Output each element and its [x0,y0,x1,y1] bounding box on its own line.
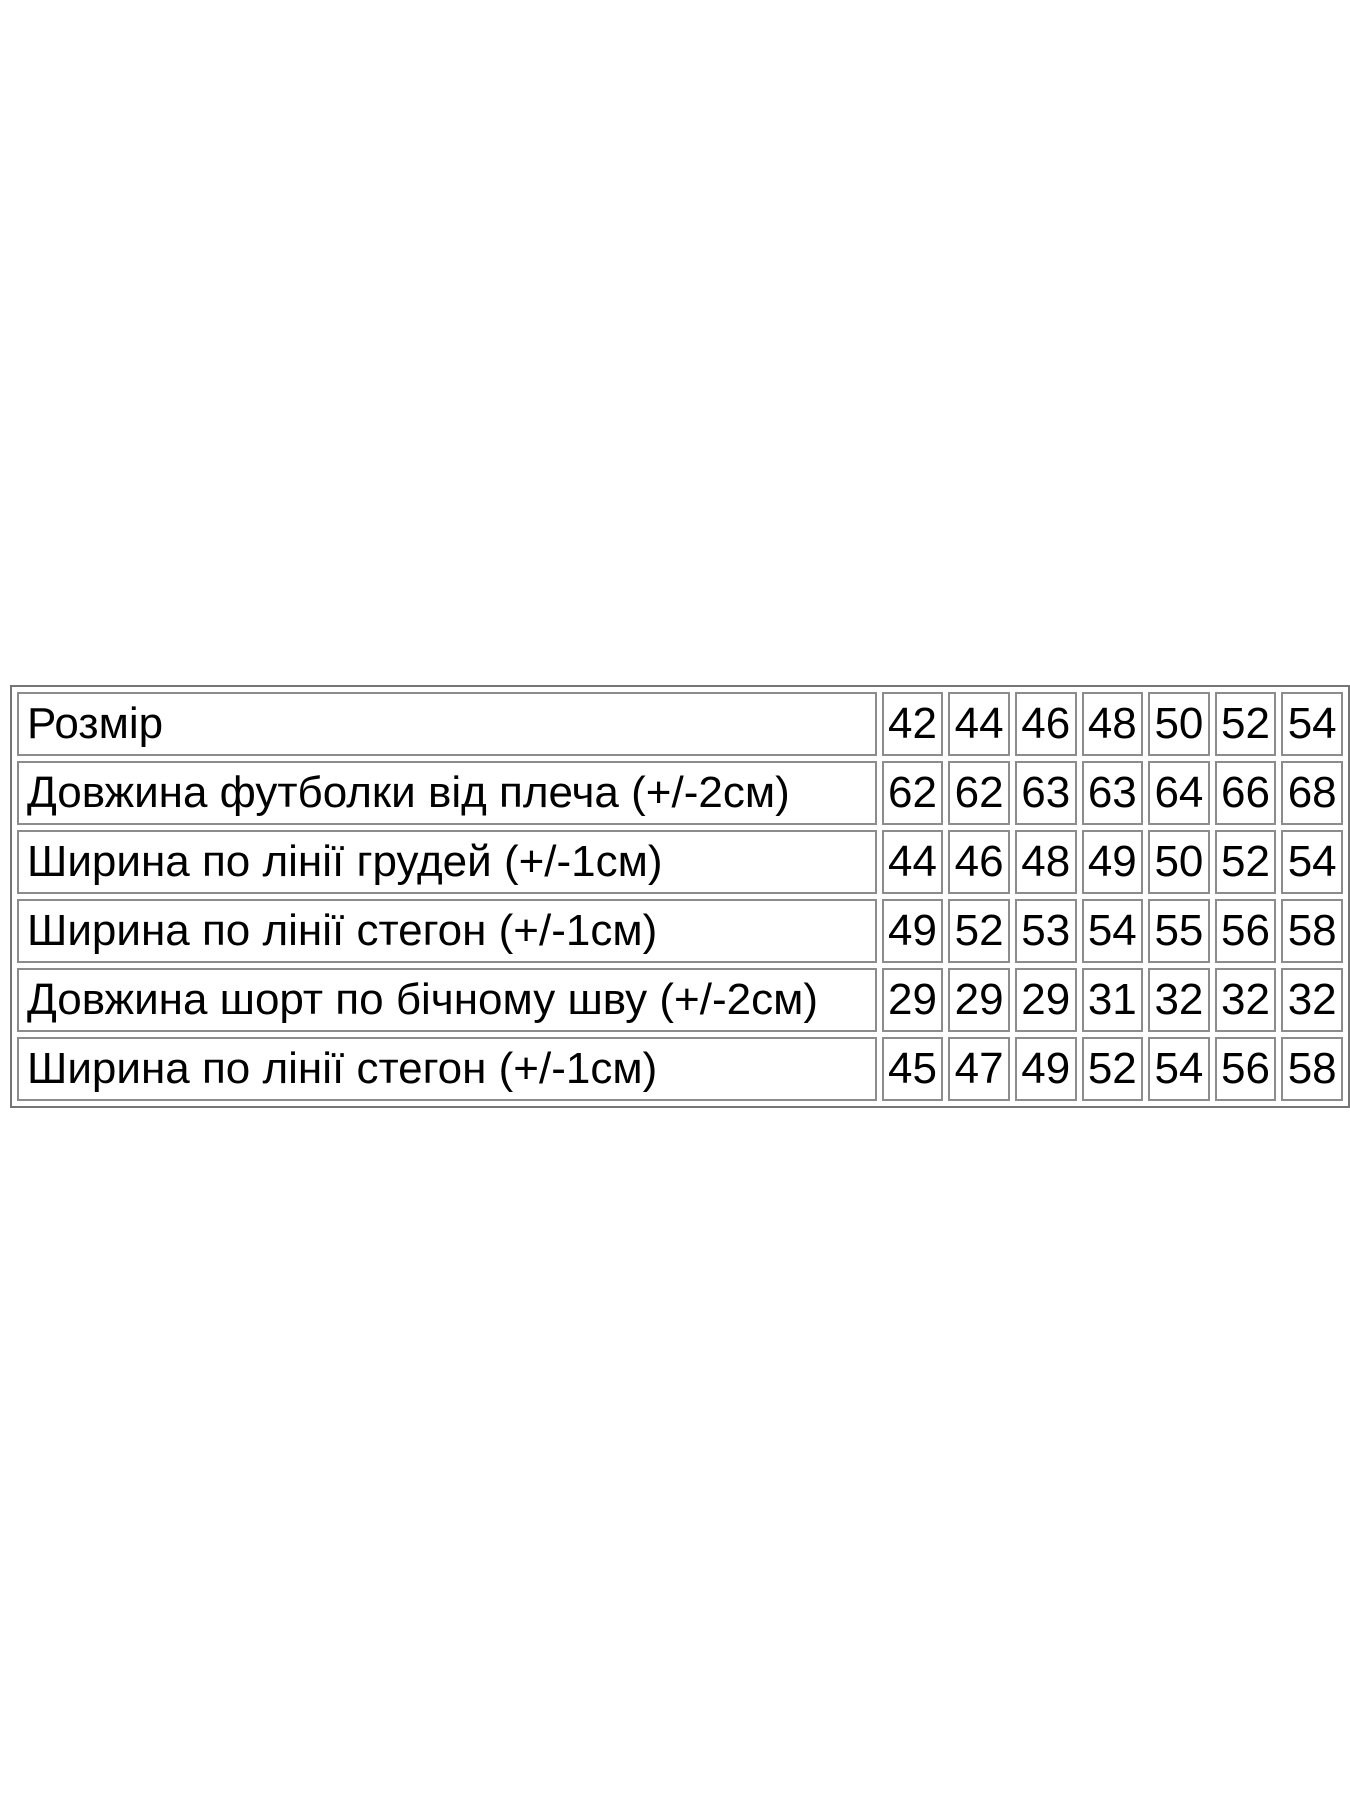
size-table [10,685,1350,1108]
table-row-hip-width-shorts [17,1037,1343,1101]
size-value-cell: 52 [1215,692,1277,756]
size-value-cell: 48 [1082,692,1144,756]
table-row-tshirt-length [17,761,1343,825]
size-value-cell: 48 [1015,830,1077,894]
size-value-cell: 63 [1015,761,1077,825]
size-value-cell: 52 [1215,830,1277,894]
size-value-cell: 50 [1148,830,1210,894]
size-value-cell: 55 [1148,899,1210,963]
size-value-cell: 32 [1281,968,1343,1032]
size-value-cell: 54 [1148,1037,1210,1101]
size-value-cell: 46 [1015,692,1077,756]
table-row-size [17,692,1343,756]
size-value-cell: 62 [948,761,1010,825]
size-value-cell: 56 [1215,1037,1277,1101]
size-table-container [10,685,1350,1108]
size-value-cell: 63 [1082,761,1144,825]
size-table-body [17,692,1343,1101]
row-label-cell: Ширина по лінії стегон (+/-1см) [17,1037,877,1101]
size-value-cell: 68 [1281,761,1343,825]
size-value-cell: 47 [948,1037,1010,1101]
size-value-cell: 29 [1015,968,1077,1032]
size-value-cell: 45 [882,1037,944,1101]
size-value-cell: 31 [1082,968,1144,1032]
table-row-chest-width [17,830,1343,894]
size-value-cell: 52 [1082,1037,1144,1101]
size-value-cell: 49 [1015,1037,1077,1101]
size-value-cell: 50 [1148,692,1210,756]
table-row-hip-width-tshirt [17,899,1343,963]
size-value-cell: 54 [1281,830,1343,894]
size-value-cell: 29 [882,968,944,1032]
row-label-cell: Ширина по лінії грудей (+/-1см) [17,830,877,894]
size-value-cell: 32 [1148,968,1210,1032]
size-value-cell: 42 [882,692,944,756]
size-value-cell: 44 [882,830,944,894]
row-label-cell: Розмір [17,692,877,756]
size-value-cell: 49 [1082,830,1144,894]
size-value-cell: 62 [882,761,944,825]
row-label-cell: Довжина футболки від плеча (+/-2см) [17,761,877,825]
size-value-cell: 53 [1015,899,1077,963]
row-label-cell: Довжина шорт по бічному шву (+/-2см) [17,968,877,1032]
size-value-cell: 64 [1148,761,1210,825]
size-value-cell: 49 [882,899,944,963]
size-value-cell: 58 [1281,899,1343,963]
size-value-cell: 54 [1281,692,1343,756]
size-value-cell: 66 [1215,761,1277,825]
table-row-shorts-length [17,968,1343,1032]
row-label-cell: Ширина по лінії стегон (+/-1см) [17,899,877,963]
size-value-cell: 54 [1082,899,1144,963]
size-value-cell: 56 [1215,899,1277,963]
size-value-cell: 46 [948,830,1010,894]
size-value-cell: 52 [948,899,1010,963]
size-value-cell: 58 [1281,1037,1343,1101]
size-value-cell: 44 [948,692,1010,756]
size-value-cell: 29 [948,968,1010,1032]
size-value-cell: 32 [1215,968,1277,1032]
